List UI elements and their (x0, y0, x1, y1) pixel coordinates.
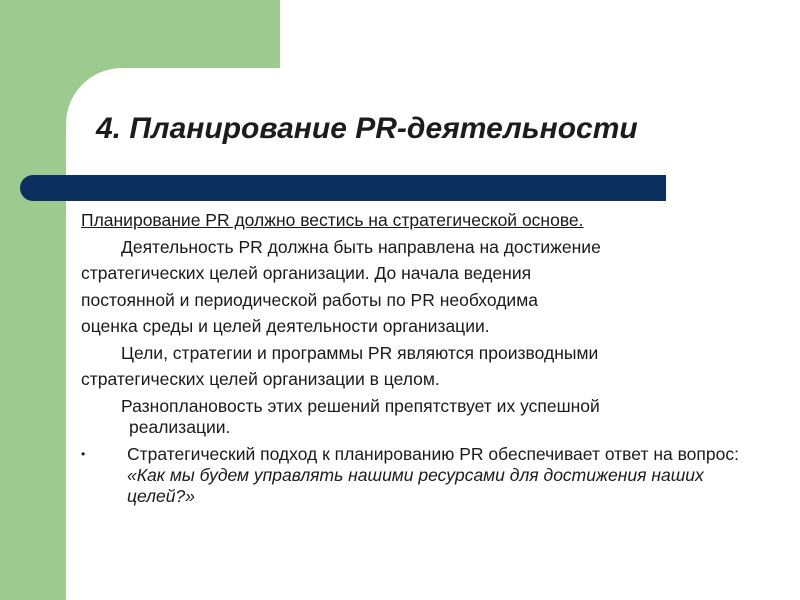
paragraph-1-line-3: постоянной и периодической работы по PR необходима (81, 289, 538, 310)
paragraph-3-line-1: Разноплановость этих решений препятствует их успешной (121, 395, 600, 416)
paragraph-1-line-4: оценка среды и целей деятельности организации. (81, 316, 490, 336)
paragraph-2-line-2: стратегических целей организации в целом. (81, 369, 440, 389)
bullet-item (81, 444, 741, 507)
bullet-quote: «Как мы будем управлять нашими ресурсами для достижения наших целей?» (127, 464, 704, 506)
green-side-strip (0, 0, 66, 600)
paragraph-1-line-1: Деятельность PR должна быть направлена на достижение (121, 236, 601, 257)
bullet-icon: • (81, 446, 86, 461)
slide-body (81, 207, 741, 507)
paragraph-2-line-1: Цели, стратегии и программы PR являются производными (121, 342, 599, 363)
bullet-text: Стратегический подход к планированию PR обеспечивает ответ на вопрос: (127, 443, 739, 464)
lead-sentence: Планирование PR должно вестись на стратегической основе. (81, 210, 584, 230)
slide-title: 4. Планирование PR-деятельности (96, 112, 638, 145)
paragraph-1-line-2: стратегических целей организации. До начала ведения (81, 263, 532, 283)
paragraph-3 (81, 396, 741, 438)
title-divider-bar (20, 175, 666, 201)
paragraph-3-line-2: реализации. (129, 416, 231, 437)
